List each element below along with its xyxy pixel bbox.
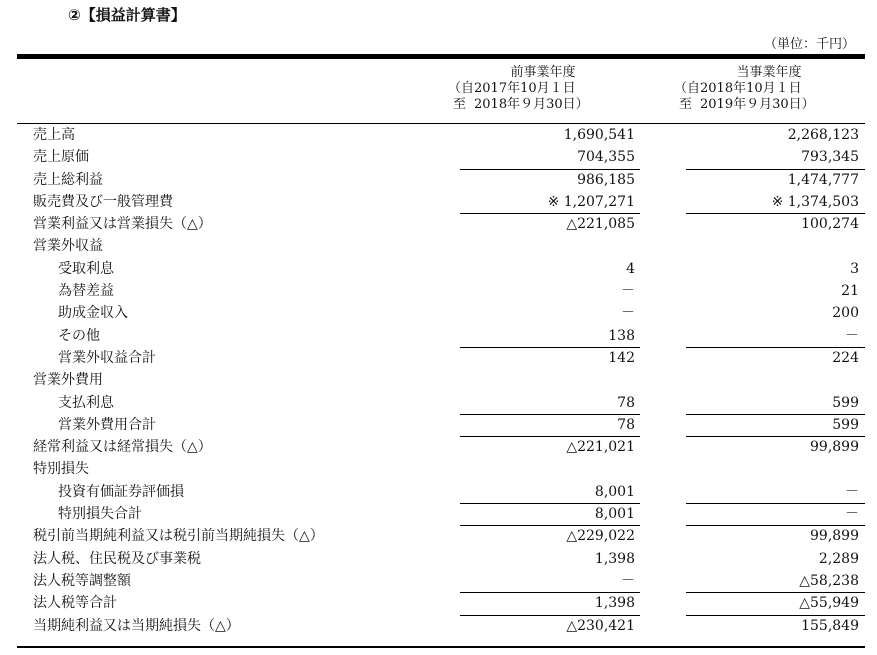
table-row	[17, 124, 865, 146]
curr-value: 100,274	[801, 216, 859, 233]
row-label: 当期純利益又は当期純損失（△）	[33, 617, 240, 634]
prev-period-title: 前事業年度	[510, 65, 576, 80]
table-row	[17, 414, 865, 436]
table-row	[17, 213, 865, 235]
row-label: 受取利息	[58, 260, 114, 277]
prev-period-header	[448, 65, 638, 113]
table-row	[17, 458, 865, 480]
table-row	[17, 548, 865, 570]
table-row	[17, 615, 865, 637]
row-label: 特別損失	[33, 461, 89, 478]
curr-from-prefix: （自	[674, 81, 701, 96]
curr-value: 2,289	[818, 550, 859, 567]
prev-value: －	[621, 283, 635, 300]
curr-period-title: 当事業年度	[736, 65, 802, 80]
table-row	[17, 481, 865, 503]
prev-value: 986,185	[577, 171, 635, 188]
curr-value: 2,268,123	[787, 127, 859, 143]
table-row	[17, 169, 865, 191]
prev-value: 78	[617, 416, 635, 433]
curr-from-date: 2018年10月１日	[700, 81, 802, 96]
table-row	[17, 146, 865, 168]
row-label: 営業外収益	[33, 238, 103, 255]
row-label: 営業利益又は営業損失（△）	[33, 216, 212, 233]
row-label: 売上高	[33, 127, 75, 143]
table-row	[17, 392, 865, 414]
row-label: 助成金収入	[58, 305, 128, 322]
row-label: 販売費及び一般管理費	[33, 193, 173, 210]
row-label: 税引前当期純利益又は税引前当期純損失（△）	[33, 528, 324, 545]
table-row	[17, 436, 865, 458]
prev-value: －	[621, 572, 635, 589]
prev-value: △221,085	[566, 216, 635, 233]
table-row	[17, 191, 865, 213]
prev-from-date: 2017年10月１日	[474, 81, 576, 96]
row-label: 営業外収益合計	[58, 349, 156, 366]
top-rule	[17, 54, 865, 59]
curr-value: 224	[832, 349, 859, 366]
row-label: その他	[58, 327, 100, 344]
table-row	[17, 525, 865, 547]
curr-value: 599	[832, 394, 859, 411]
curr-value: 99,899	[810, 439, 859, 456]
prev-value: △230,421	[566, 617, 635, 634]
prev-from-prefix: （自	[448, 81, 475, 96]
prev-value: 1,398	[594, 550, 635, 567]
curr-value: －	[845, 506, 859, 523]
statement-title: ②【損益計算書】	[68, 6, 186, 24]
table-row	[17, 235, 865, 257]
table-row	[17, 369, 865, 391]
prev-value: △229,022	[566, 528, 635, 545]
prev-value: ※ 1,207,271	[547, 193, 635, 210]
bottom-rule	[17, 646, 865, 648]
row-label: 売上総利益	[33, 171, 103, 188]
prev-value: 78	[617, 394, 635, 411]
curr-value: 155,849	[801, 617, 859, 634]
prev-value: 1,398	[594, 595, 635, 612]
row-label: 営業外費用合計	[58, 416, 156, 433]
row-label: 支払利息	[58, 394, 114, 411]
curr-value: 3	[850, 260, 859, 277]
curr-to-date: 2019年９月30日）	[700, 97, 815, 112]
row-label: 法人税等合計	[33, 595, 117, 612]
curr-value: －	[845, 483, 859, 500]
prev-value: 8,001	[594, 483, 635, 500]
prev-value: 142	[608, 349, 635, 366]
curr-value: －	[845, 327, 859, 344]
row-label: 経常利益又は経常損失（△）	[33, 439, 212, 456]
table-row	[17, 592, 865, 614]
curr-value: △55,949	[799, 595, 859, 612]
prev-value: 704,355	[577, 149, 635, 166]
unit-label: （単位：千円）	[763, 37, 855, 52]
prev-to-prefix: 至	[452, 97, 466, 112]
row-label: 営業外費用	[33, 372, 103, 389]
prev-to-date: 2018年９月30日）	[474, 97, 589, 112]
curr-period-header	[674, 65, 864, 113]
curr-value: 200	[832, 305, 859, 322]
row-label: 法人税、住民税及び事業税	[33, 550, 201, 567]
table-row	[17, 302, 865, 324]
prev-value: 1,690,541	[563, 127, 635, 143]
curr-value: △58,238	[799, 572, 859, 589]
income-statement-table	[17, 124, 865, 637]
table-row	[17, 258, 865, 280]
prev-value: 138	[608, 327, 635, 344]
table-row	[17, 347, 865, 369]
prev-value: △221,021	[566, 439, 635, 456]
table-row	[17, 325, 865, 347]
curr-to-prefix: 至	[678, 97, 692, 112]
prev-value: 4	[626, 260, 635, 277]
curr-value: 1,474,777	[787, 171, 859, 188]
prev-value: 8,001	[594, 506, 635, 523]
curr-value: 793,345	[801, 149, 859, 166]
row-label: 為替差益	[58, 283, 114, 300]
table-row	[17, 570, 865, 592]
prev-value: －	[621, 305, 635, 322]
row-label: 売上原価	[33, 149, 89, 166]
row-label: 特別損失合計	[58, 506, 142, 523]
curr-value: 599	[832, 416, 859, 433]
table-row	[17, 280, 865, 302]
row-label: 法人税等調整額	[33, 572, 131, 589]
curr-value: ※ 1,374,503	[771, 193, 859, 210]
table-row	[17, 503, 865, 525]
row-label: 投資有価証券評価損	[58, 483, 184, 500]
curr-value: 21	[841, 283, 859, 300]
curr-value: 99,899	[810, 528, 859, 545]
